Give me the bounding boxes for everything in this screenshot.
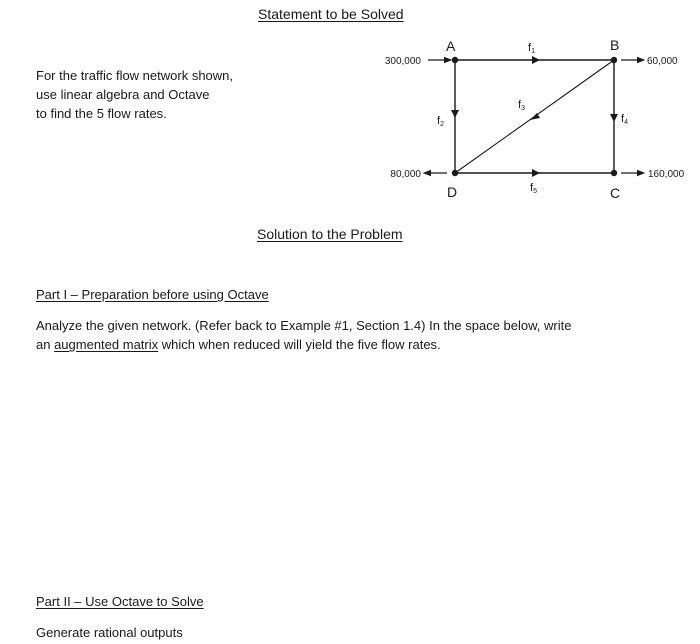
- outflow-b-value: 60,000: [647, 56, 678, 67]
- node-b-label: B: [610, 37, 620, 53]
- part2-line1: Generate rational outputs: [36, 625, 183, 640]
- flow-f1-label: f1: [528, 42, 535, 55]
- part1-heading: Part I – Preparation before using Octave: [36, 287, 269, 302]
- node-c-dot: [611, 170, 617, 176]
- solution-heading: Solution to the Problem: [257, 226, 403, 242]
- outflow-d-value: 80,000: [390, 169, 421, 180]
- part2-heading: Part II – Use Octave to Solve: [36, 594, 204, 609]
- prompt-line: use linear algebra and Octave: [36, 87, 210, 102]
- f4-arrow: [610, 114, 618, 122]
- part1-line1: Analyze the given network. (Refer back to Example #1, Section 1.4) In the space below, write: [36, 318, 572, 333]
- flow-f4-label: f4: [621, 113, 628, 126]
- node-c-label: C: [610, 185, 621, 201]
- f2-arrow: [451, 110, 459, 118]
- f1-arrow: [532, 56, 540, 64]
- node-d-dot: [452, 170, 458, 176]
- prompt-line: For the traffic flow network shown,: [36, 68, 234, 83]
- part1-line2: an augmented matrix which when reduced will yield the five flow rates.: [36, 337, 441, 352]
- node-b-dot: [611, 57, 617, 63]
- flow-f5-label: f5: [530, 182, 537, 195]
- f5-arrow: [532, 169, 540, 177]
- node-a-label: A: [446, 38, 456, 54]
- inflow-a-value: 300,000: [384, 56, 421, 67]
- augmented-matrix-term: augmented matrix: [54, 337, 159, 352]
- traffic-network-diagram: [0, 0, 700, 210]
- statement-heading: Statement to be Solved: [258, 6, 404, 22]
- node-a-dot: [452, 57, 458, 63]
- flow-f3-label: f3: [518, 99, 525, 112]
- part1-instructions: [36, 316, 571, 354]
- node-d-label: D: [447, 184, 458, 200]
- flow-f2-label: f2: [437, 115, 444, 128]
- prompt-line: to find the 5 flow rates.: [36, 106, 167, 121]
- outflow-c-value: 160,000: [648, 169, 685, 180]
